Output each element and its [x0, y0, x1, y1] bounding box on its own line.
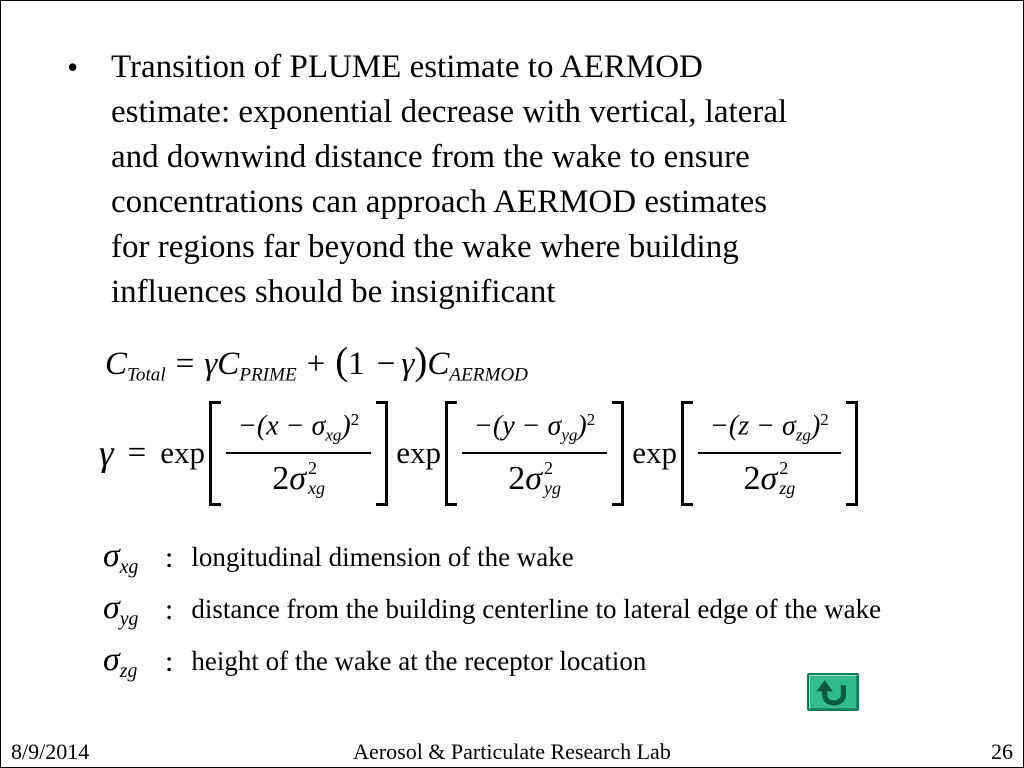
footer-center-text: Aerosol & Particulate Research Lab: [353, 739, 671, 764]
paragraph-line: estimate: exponential decrease with vertical, lateral: [111, 94, 788, 130]
math-subscript: zg: [119, 659, 138, 682]
math-token: σ: [103, 588, 120, 626]
math-superscript: 2: [543, 457, 553, 478]
exp-term-z: [632, 401, 858, 506]
right-bracket: [846, 401, 858, 506]
exp-operator: exp: [396, 435, 441, 471]
math-token: σ: [103, 640, 120, 678]
exp-operator: exp: [632, 435, 677, 471]
gamma-symbol: γ: [99, 432, 114, 474]
math-superscript: 2: [307, 457, 317, 478]
math-token: C: [105, 346, 128, 382]
sigma-symbol: [103, 537, 165, 579]
fraction: [224, 401, 373, 506]
footer-date: 8/9/2014: [11, 739, 90, 764]
math-token: σ: [103, 536, 120, 574]
definition-text: height of the wake at the receptor location: [191, 646, 647, 677]
colon: :: [165, 540, 174, 574]
gamma-symbol: γ: [204, 346, 218, 382]
bullet-marker: •: [67, 49, 79, 85]
close-paren: ): [577, 410, 587, 442]
paragraph-line: for regions far beyond the wake where building: [111, 229, 739, 265]
math-subscript: zg: [795, 424, 811, 444]
u-turn-arrow-icon: [814, 679, 852, 706]
sub-sup-stack: [308, 459, 325, 499]
sigma-yg-definition: [103, 584, 1023, 636]
math-token: −(z − σ: [709, 410, 796, 442]
return-action-button[interactable]: [807, 673, 859, 711]
math-token: 2: [508, 459, 526, 497]
math-superscript: 2: [586, 409, 596, 429]
sigma-symbol: [103, 589, 165, 631]
sigma-definitions: [103, 532, 1023, 688]
math-subscript: yg: [543, 477, 561, 498]
exp-operator: exp: [160, 435, 205, 471]
sigma-zg-definition: [103, 636, 1023, 688]
plus-sign: +: [306, 346, 326, 382]
math-subscript: yg: [119, 607, 139, 630]
formula-c-total: [105, 339, 1023, 387]
close-paren: ): [414, 340, 428, 383]
math-superscript: 2: [820, 409, 829, 429]
sigma-symbol: [103, 641, 165, 683]
page-number: 26: [991, 739, 1013, 764]
math-subscript: AERMOD: [449, 364, 528, 386]
math-token: 2: [272, 459, 290, 497]
gamma-symbol: γ: [401, 346, 415, 382]
bullet-block: [1, 1, 1023, 315]
left-bracket: [445, 401, 457, 506]
math-subscript: zg: [779, 477, 796, 498]
paragraph-line: concentrations can approach AERMOD estimates: [111, 184, 768, 220]
fraction-denominator: [508, 454, 561, 499]
math-subscript: xg: [307, 477, 325, 498]
exp-term-y: [396, 401, 624, 506]
slide-footer: [1, 739, 1023, 765]
math-subscript: yg: [561, 424, 578, 444]
math-token: 1: [348, 346, 365, 382]
math-subscript: xg: [325, 424, 342, 444]
sub-sup-stack: [544, 459, 561, 499]
paragraph-line: influences should be insignificant: [111, 274, 556, 310]
equals-sign: =: [175, 346, 195, 382]
left-bracket: [681, 401, 693, 506]
bullet-paragraph: [111, 45, 787, 315]
equals-sign: =: [127, 434, 147, 471]
math-superscript: 2: [779, 457, 789, 478]
sigma-symbol: σ: [760, 459, 778, 497]
right-bracket: [376, 401, 388, 506]
colon: :: [165, 644, 174, 678]
open-paren: (: [335, 340, 349, 383]
fraction-numerator: [462, 408, 607, 454]
exp-term-x: [160, 401, 388, 506]
math-token: −(x − σ: [237, 410, 326, 442]
fraction: [460, 401, 609, 506]
fraction-numerator: [698, 408, 841, 454]
close-paren: ): [810, 410, 821, 442]
math-subscript: PRIME: [239, 364, 297, 386]
math-token: C: [427, 346, 450, 382]
sigma-symbol: σ: [289, 459, 306, 497]
minus-sign: −: [376, 346, 396, 382]
math-token: 2: [743, 459, 761, 497]
sub-sup-stack: [779, 459, 795, 499]
definition-text: distance from the building centerline to lateral edge of the wake: [191, 594, 882, 625]
math-token: C: [217, 346, 240, 382]
fraction: [696, 401, 843, 506]
math-token: −(y − σ: [473, 410, 562, 442]
left-bracket: [209, 401, 221, 506]
math-subscript: Total: [127, 364, 166, 386]
math-superscript: 2: [350, 409, 360, 429]
right-bracket: [612, 401, 624, 506]
fraction-numerator: [226, 408, 371, 454]
close-paren: ): [341, 410, 351, 442]
colon: :: [165, 592, 174, 626]
paragraph-line: Transition of PLUME estimate to AERMOD: [111, 49, 703, 85]
formula-gamma: [99, 401, 1023, 506]
fraction-denominator: [272, 454, 325, 499]
math-subscript: xg: [119, 555, 139, 578]
definition-text: longitudinal dimension of the wake: [191, 542, 574, 573]
sigma-symbol: σ: [525, 459, 542, 497]
fraction-denominator: [743, 454, 795, 499]
paragraph-line: and downwind distance from the wake to ensure: [111, 139, 750, 175]
sigma-xg-definition: [103, 532, 1023, 584]
